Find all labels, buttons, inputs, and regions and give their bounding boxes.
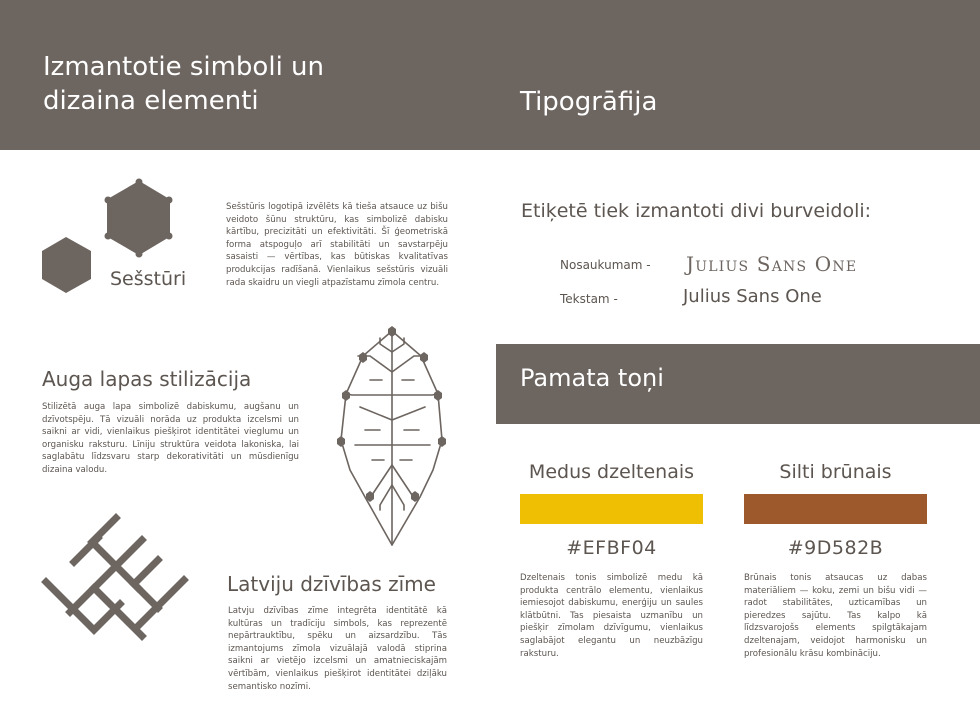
swatch-name-honey: Medus dzeltenais — [528, 461, 695, 483]
tones-title: Pamata toņi — [520, 364, 664, 392]
hexagon-description: Sešstūris logotipā izvēlēts kā tieša atsauce uz bišu veidoto šūnu struktūru, kas simbolizē dabisku kārtību, precizitāti un efektivitāti. Šī ģeometriskā forma atspoguļo arī stabilitāti un savstarpēju sasaisti — vērtības, kas būtiskas kvalitatīvas produkcijas radīšanā. Vienlaikus sešstūris vizuāli rada skaidru un viegli atpazīstamu zīmola centru. — [226, 202, 448, 288]
heading-font-label: Nosaukumam - — [560, 258, 651, 272]
life-sign-title: Latviju dzīvības zīme — [227, 572, 436, 596]
life-sign-description: Latvju dzīvības zīme integrēta identitātē kā kultūras un tradīciju simbols, kas reprezentē nepārtrauktību, spēku un aizsardzību. Tās izmantojums zīmola vizuālajā valodā stiprina saikni ar vietējo izcelsmi un amatnieciskajām vērtībām, vienlaikus piešķirot identitātei dziļāku semantisko nozīmi. — [228, 606, 447, 692]
hexagon-label: Sešstūri — [110, 268, 187, 290]
body-font-label: Tekstam - — [560, 292, 618, 306]
symbols-title-line2: dizaina elementi — [43, 86, 259, 116]
swatch-description-brown: Brūnais tonis atsaucas uz dabas materiāliem — koku, zemi un bišu vidi — radot stabilitātes, uzticamības un pieredzes sajūtu. Tas kalpo kā līdzsvarojošs elements spilgtākajam dzeltenajam, veidojot harmonisku un profesionālu krāsu kombināciju. — [744, 573, 927, 659]
hex-code-honey: #EFBF04 — [566, 537, 657, 559]
body-font-sample: Julius Sans One — [683, 286, 822, 307]
symbols-title-line1: Izmantotie simboli un — [43, 52, 325, 82]
leaf-title: Auga lapas stilizācija — [42, 367, 252, 391]
swatch-description-honey: Dzeltenais tonis simbolizē medu kā produkta centrālo elementu, vienlaikus iemiesojot dabiskumu, enerģiju un saules klātbūtni. Tas piesaista uzmanību un piešķir zīmolam dzīvīgumu, vienlaikus saglabājot elegantu un neuzbāzīgu raksturu. — [520, 573, 703, 659]
leaf-description: Stilizētā auga lapa simbolizē dabiskumu, augšanu un dzīvotspēju. Tā vizuāli norāda uz produkta izcelsmi un saikni ar vidi, vienlaikus piešķirot identitātei vieglumu un organisku raksturu. Līniju struktūra veidota lakoniska, lai saglabātu līdzsvaru starp dekorativitāti un mūsdienīgu dizaina valodu. — [42, 402, 299, 475]
typography-intro: Etiķetē tiek izmantoti divi burveidoli: — [521, 200, 872, 222]
heading-font-sample: Julius Sans One — [686, 252, 858, 276]
swatch-brown-color — [744, 494, 927, 524]
hex-code-brown: #9D582B — [787, 537, 884, 559]
swatch-honey-color — [520, 494, 703, 524]
typography-title: Tipogrāfija — [520, 87, 658, 117]
swatch-name-brown: Silti brūnais — [779, 461, 892, 483]
